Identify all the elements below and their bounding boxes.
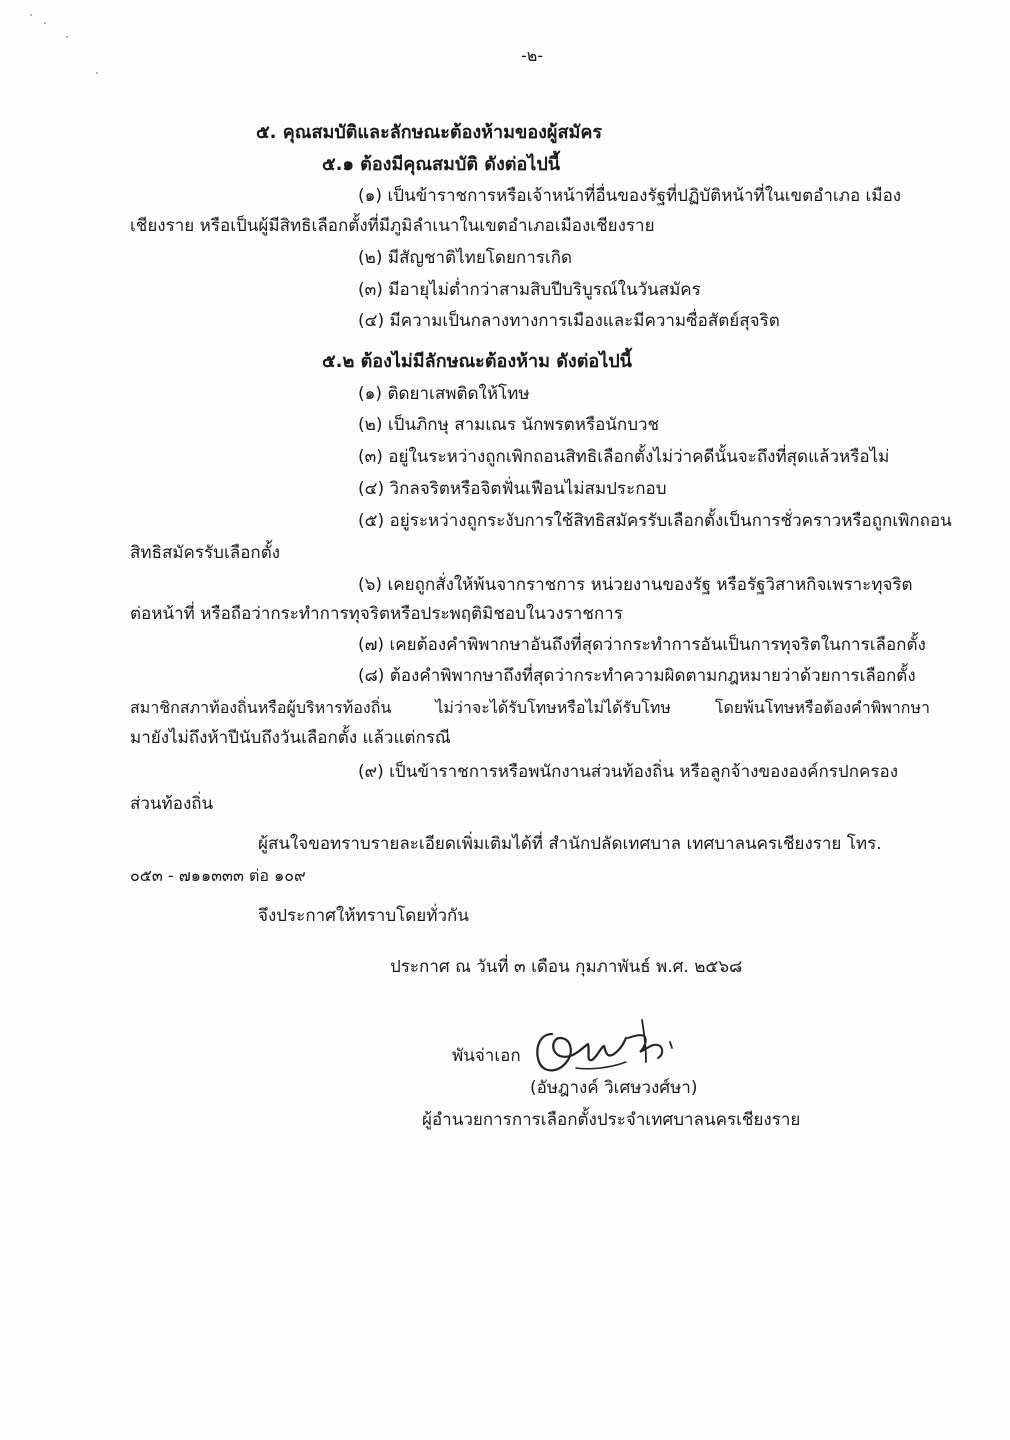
signer-rank: พันจ่าเอก bbox=[452, 1046, 521, 1066]
prohibition-item-1: (๑) ติดยาเสพติดให้โทษ bbox=[358, 384, 530, 404]
signer-title: ผู้อำนวยการการเลือกตั้งประจำเทศบาลนครเชียงราย bbox=[422, 1110, 801, 1130]
subsection-5-1-heading: ๕.๑ ต้องมีคุณสมบัติ ดังต่อไปนี้ bbox=[322, 154, 561, 175]
subsection-5-2-heading: ๕.๒ ต้องไม่มีลักษณะต้องห้าม ดังต่อไปนี้ bbox=[322, 351, 632, 372]
section-heading: ๕. คุณสมบัติและลักษณะต้องห้ามของผู้สมัคร bbox=[256, 122, 603, 143]
scan-speck bbox=[66, 36, 68, 38]
prohibition-item-5-cont: สิทธิสมัครรับเลือกตั้ง bbox=[130, 543, 281, 563]
prohibition-item-3: (๓) อยู่ในระหว่างถูกเพิกถอนสิทธิเลือกตั้งไม่ว่าคดีนั้นจะถึงที่สุดแล้วหรือไม่ bbox=[358, 447, 890, 467]
prohibition-item-6: (๖) เคยถูกสั่งให้พ้นจากราชการ หน่วยงานของรัฐ หรือรัฐวิสาหกิจเพราะทุจริต bbox=[358, 575, 913, 595]
qualification-item-1: (๑) เป็นข้าราชการหรือเจ้าหน้าที่อื่นของรัฐที่ปฏิบัติหน้าที่ในเขตอำเภอ เมือง bbox=[358, 186, 902, 206]
qualification-item-2: (๒) มีสัญชาติไทยโดยการเกิด bbox=[358, 248, 573, 268]
announce-date: ประกาศ ณ วันที่ ๓ เดือน กุมภาพันธ์ พ.ศ. ๒๕๖๘ bbox=[390, 957, 743, 977]
prohibition-item-7: (๗) เคยต้องคำพิพากษาอันถึงที่สุดว่ากระทำการอันเป็นการทุจริตในการเลือกตั้ง bbox=[358, 635, 926, 655]
prohibition-item-8-cont: สมาชิกสภาท้องถิ่นหรือผู้บริหารท้องถิ่น ไม่ว่าจะได้รับโทษหรือไม่ได้รับโทษ โดยพ้นโทษหรือต้องคำพิพากษา bbox=[130, 698, 930, 717]
scan-speck bbox=[96, 72, 98, 74]
qualification-item-3: (๓) มีอายุไม่ต่ำกว่าสามสิบปีบริบูรณ์ในวันสมัคร bbox=[358, 280, 701, 300]
prohibition-item-9: (๙) เป็นข้าราชการหรือพนักงานส่วนท้องถิ่น หรือลูกจ้างขององค์กรปกครอง bbox=[358, 762, 899, 782]
scan-speck bbox=[30, 14, 32, 16]
prohibition-item-9-cont: ส่วนท้องถิ่น bbox=[130, 794, 214, 814]
scan-speck bbox=[44, 22, 46, 24]
signature-image bbox=[530, 1012, 690, 1082]
contact-info: ผู้สนใจขอทราบรายละเอียดเพิ่มเติมได้ที่ สำนักปลัดเทศบาล เทศบาลนครเชียงราย โทร. bbox=[258, 834, 882, 854]
announce-public: จึงประกาศให้ทราบโดยทั่วกัน bbox=[258, 906, 469, 926]
qualification-item-4: (๔) มีความเป็นกลางทางการเมืองและมีความซื่อสัตย์สุจริต bbox=[358, 311, 780, 331]
signer-name: (อัษฎางค์ วิเศษวงศ์ษา) bbox=[530, 1078, 698, 1098]
qualification-item-1-cont: เชียงราย หรือเป็นผู้มีสิทธิเลือกตั้งที่มีภูมิลำเนาในเขตอำเภอเมืองเชียงราย bbox=[130, 216, 655, 236]
prohibition-item-8-cont-2: มายังไม่ถึงห้าปีนับถึงวันเลือกตั้ง แล้วแต่กรณี bbox=[130, 728, 451, 748]
prohibition-item-6-cont: ต่อหน้าที่ หรือถือว่ากระทำการทุจริตหรือประพฤติมิชอบในวงราชการ bbox=[130, 604, 623, 624]
prohibition-item-8: (๘) ต้องคำพิพากษาถึงที่สุดว่ากระทำความผิดตามกฎหมายว่าด้วยการเลือกตั้ง bbox=[358, 666, 916, 686]
prohibition-item-2: (๒) เป็นภิกษุ สามเณร นักพรตหรือนักบวช bbox=[358, 415, 660, 435]
prohibition-item-5: (๕) อยู่ระหว่างถูกระงับการใช้สิทธิสมัครรับเลือกตั้งเป็นการชั่วคราวหรือถูกเพิกถอน bbox=[358, 511, 952, 531]
page-number: -๒- bbox=[521, 46, 544, 65]
contact-phone: ๐๕๓ - ๗๑๑๓๓๓ ต่อ ๑๐๙ bbox=[130, 866, 306, 885]
prohibition-item-4: (๔) วิกลจริตหรือจิตฟั่นเฟือนไม่สมประกอบ bbox=[358, 479, 667, 499]
